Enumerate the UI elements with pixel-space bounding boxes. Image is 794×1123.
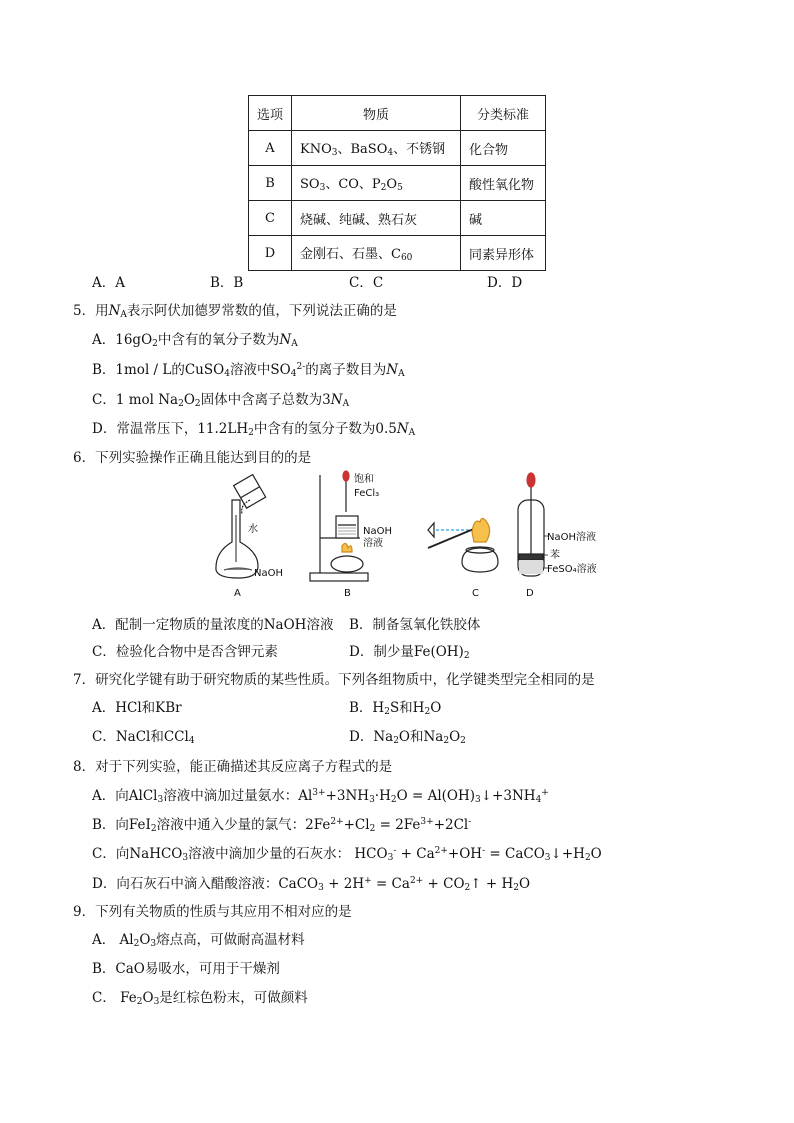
header-substance: 物质 xyxy=(292,96,461,131)
table-row xyxy=(249,166,546,201)
row-option: A xyxy=(249,131,292,166)
q5-option-d[interactable]: D．常温常压下，$11.2LH_2$中含有的氢分子数为$0.5N_A$ xyxy=(92,421,416,438)
q6-option-a[interactable]: A．配制一定物质的量浓度的NaOH溶液 xyxy=(92,617,334,633)
row-substances: 金刚石、石墨、$C_{60}$ xyxy=(292,236,461,271)
q5-option-a[interactable]: A．$16gO_2$中含有的氧分子数为$N_A$ xyxy=(92,332,298,349)
q7-option-b[interactable]: B．$H_2S$和$H_2O$ xyxy=(349,700,442,717)
q9-option-c[interactable]: C． $Fe_2O_3$是红棕色粉末，可做颜料 xyxy=(92,990,308,1007)
header-option: 选项 xyxy=(249,96,292,131)
row-standard: 酸性氧化物 xyxy=(461,166,546,201)
q4-option-c[interactable]: C．C xyxy=(349,275,384,291)
fig-label-b: B xyxy=(344,588,351,599)
fig-label-d: D xyxy=(526,588,534,599)
q6-option-d[interactable]: D．制少量$Fe(OH)_2$ xyxy=(349,644,470,661)
label-naoh-b1: NaOH xyxy=(363,526,392,537)
fig-label-c: C xyxy=(472,588,479,599)
q7-stem: 7．研究化学键有助于研究物质的某些性质。下列各组物质中，化学键类型完全相同的是 xyxy=(73,672,595,688)
row-substances: $KNO_3$、BaSO$_4$、不锈钢 xyxy=(292,131,461,166)
q5-option-b[interactable]: B．1mol / L的CuSO$_4$溶液中$SO_4^{2-}$的离子数目为$N_A$ xyxy=(92,362,405,379)
q8-stem: 8．对于下列实验，能正确描述其反应离子方程式的是 xyxy=(73,759,393,775)
q7-option-d[interactable]: D．$Na_2O$和$Na_2O_2$ xyxy=(349,729,466,746)
header-standard: 分类标准 xyxy=(461,96,546,131)
row-option: C xyxy=(249,201,292,236)
table-row xyxy=(249,201,546,236)
label-benzene: 苯 xyxy=(550,550,560,561)
q8-option-d[interactable]: D．向石灰石中滴入醋酸溶液：CaCO$_3$ + $2H^+ = Ca^{2+}$ + $CO_2↑ + H_2O$ xyxy=(92,876,531,893)
q8-option-b[interactable]: B．向FeI$_2$溶液中通入少量的氯气：$2Fe^{2+}+Cl_2 = 2Fe^{3+}+2Cl^-$ xyxy=(92,817,472,834)
row-substances: $SO_3$、CO、$P_2O_5$ xyxy=(292,166,461,201)
q8-option-c[interactable]: C．向NaHCO$_3$溶液中滴加少量的石灰水： $HCO_3^- + Ca^{2+}+OH^-$ = $CaCO_3↓+H_2O$ xyxy=(92,846,602,863)
figure-c-flame xyxy=(428,518,498,572)
q8-option-a[interactable]: A．向AlCl$_3$溶液中滴加过量氨水：$Al^{3+}+3NH_3\cdot H_2O$ = $Al(OH)_3↓+3NH_4^+$ xyxy=(92,788,549,805)
q9-stem: 9．下列有关物质的性质与其应用不相对应的是 xyxy=(73,904,352,920)
q4-option-a[interactable]: A．A xyxy=(92,275,125,291)
q9-option-b[interactable]: B．CaO易吸水，可用于干燥剂 xyxy=(92,961,280,977)
table-row xyxy=(249,236,546,271)
table-header-row xyxy=(249,96,546,131)
label-fecl3: FeCl₃ xyxy=(354,488,380,499)
q6-stem: 6．下列实验操作正确且能达到目的的是 xyxy=(73,450,312,466)
q5-stem: 5．用$N_A$表示阿伏加德罗常数的值，下列说法正确的是 xyxy=(73,303,397,320)
q6-option-b[interactable]: B．制备氢氧化铁胶体 xyxy=(349,617,481,633)
label-saturated: 饱和 xyxy=(354,474,374,485)
q6-option-c[interactable]: C．检验化合物中是否含钾元素 xyxy=(92,644,278,660)
row-standard: 碱 xyxy=(461,201,546,236)
figure-a-flask xyxy=(216,475,266,578)
label-naoh-b2: 溶液 xyxy=(363,538,383,549)
table-row xyxy=(249,131,546,166)
row-standard: 化合物 xyxy=(461,131,546,166)
q6-apparatus-figure xyxy=(210,470,610,605)
q4-option-d[interactable]: D．D xyxy=(487,275,523,291)
q4-option-b[interactable]: B．B xyxy=(210,275,244,291)
figure-d-tube xyxy=(518,473,544,576)
classification-table xyxy=(248,95,546,271)
q7-option-c[interactable]: C．NaCl和CCl$_4$ xyxy=(92,729,195,746)
q7-option-a[interactable]: A．HCl和KBr xyxy=(92,700,182,716)
label-water: 水 xyxy=(248,524,258,535)
fig-label-a: A xyxy=(234,588,241,599)
q5-option-c[interactable]: C．1 mol $Na_2O_2$固体中含离子总数为$3N_A$ xyxy=(92,392,350,409)
label-naoh-d: NaOH溶液 xyxy=(547,532,596,543)
q9-option-a[interactable]: A． $Al_2O_3$熔点高，可做耐高温材料 xyxy=(92,932,305,949)
label-naoh: NaOH xyxy=(254,568,283,579)
row-standard: 同素异形体 xyxy=(461,236,546,271)
row-substances: 烧碱、纯碱、熟石灰 xyxy=(292,201,461,236)
label-feso4: FeSO₄溶液 xyxy=(547,564,597,575)
row-option: D xyxy=(249,236,292,271)
row-option: B xyxy=(249,166,292,201)
